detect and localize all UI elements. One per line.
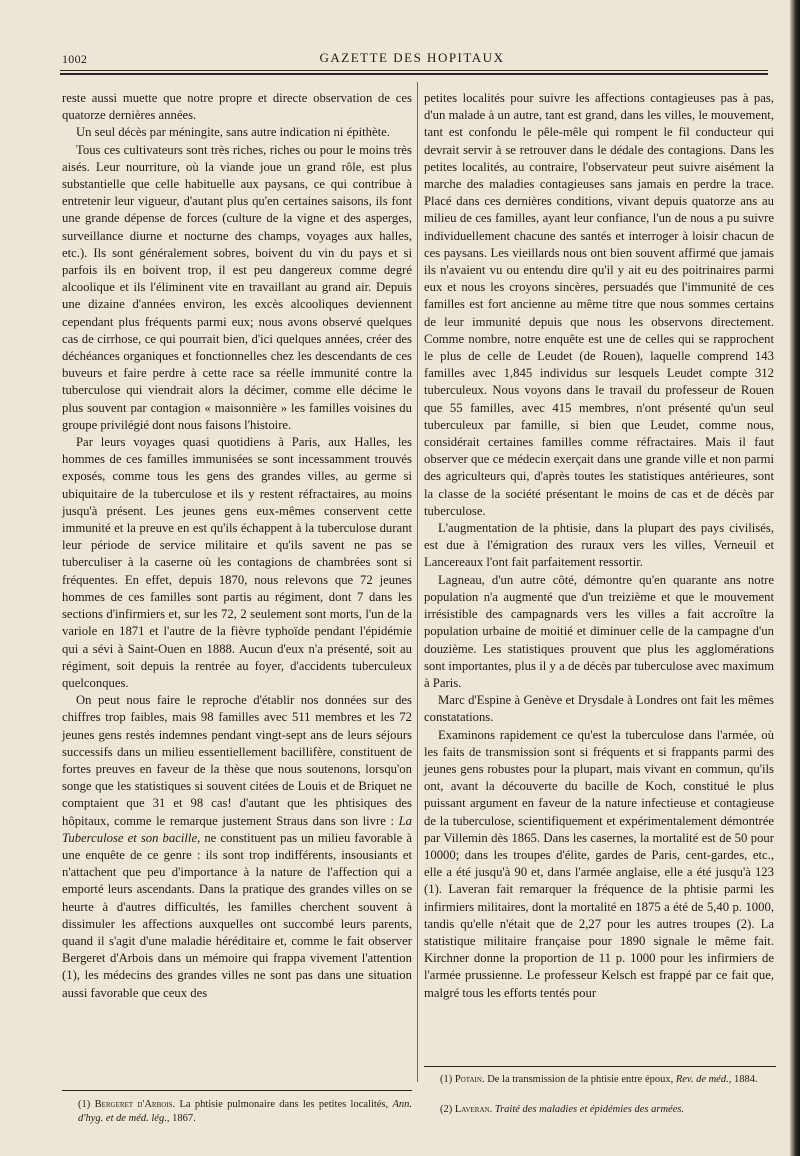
paragraph: petites localités pour suivre les affections contagieuses pas à pas, d'un malade à un autre, tant est grand, dans les villes, le mouvement, tant est confondu le pêle-mêle qui rompent le fil conducteur qui devrait servir à se retrouver dans le dédale des contagions. Dans les petites localités, au contraire, l'observateur peut suivre aisément la marche des maladies contagieuses sans jamais en perdre la trace. Placé dans ces dernières conditions, vivant depuis quatorze ans au milieu de ces familles, ayant leur confiance, l'un de nous a pu suivre individuellement chacune des santés et interroger à loisir chacun de ces paysans. Les vieillards nous ont bien souvent affirmé que jamais ils n'avaient vu ou entendu dire qu'il y ait eu des poitrinaires parmi eux et nous les croyons sincères, persuadés que l'immunité de ces familles est fort ancienne au même titre que nous sommes certains de leur immunité depuis que nous les observons directement. Comme nombre, notre enquête est une de celles qui se rapprochent le plus de celle de Leudet (de Rouen), laquelle comprend 143 familles avec 1,845 individus sur lesquels Leudet compte 312 tuberculeux. Nous voyons dans le travail du professeur de Rouen que 55 familles, avec 415 membres, n'ont présenté qu'un seul tuberculeux par famille, si bien que Leudet, comme nous, considérait certaines familles comme réfractaires. Mais il faut observer que ce médecin exerçait dans une grande ville et non parmi des agriculteurs qui, d'après toutes les statistiques antérieures, sont la classe de la société présentant le moins de cas et de décès par tuberculose. — [424, 91, 774, 518]
header-rule-thick — [60, 73, 768, 75]
footnote-text: . — [489, 1104, 493, 1115]
left-column — [62, 90, 412, 1002]
column-divider — [417, 82, 418, 1082]
paragraph: Examinons rapidement ce qu'est la tuberculose dans l'armée, où les faits de transmission sont si fréquents et si frappants parmi des jeunes gens robustes pour la plupart, mais vivant en commun, qu'ils ont, avant la découverte du bacille de Koch, constitué le plus puissant argument en faveur de la nature infectieuse et contagieuse de la tuberculose, scientifiquement et expérimentalement démontrée par Villemin dès 1865. Dans les casernes, la mortalité est de 50 pour 10000; dans les troupes d'élite, gardes de Paris, cent-gardes, etc., elle a été jusqu'à 90 et, dans l'armée anglaise, elle a été jusqu'à 123 (1). Laveran fait remarquer la fréquence de la phtisie parmi les infirmiers militaires, dont la mortalité en 1875 a été de 5,40 p. 1000, tandis qu'elle n'était que de 2,27 pour les autres troupes (2). La statistique militaire française pour 1890 signale le même fait. Kirchner donne la proportion de 11 p. 1000 pour les infirmiers de l'armée prussienne. Le professeur Kelsch est frappé par ce fait que, malgré tous les efforts tentés pour — [424, 727, 774, 1000]
footnote-right-1 — [440, 1073, 776, 1087]
footnote-left — [78, 1098, 412, 1126]
footnote-right-2 — [440, 1103, 776, 1117]
right-column — [424, 90, 774, 1002]
paragraph — [62, 692, 412, 1002]
paragraph-text: , ne constituent pas un milieu favorable à une enquête de ce genre : ils sont trop indifférents, insousiants et n'attachent que peu d'importance à la nature de l'affection qui a emporté leurs ascendants. Dans la pratique des grandes villes on se heurte à d'autres difficultés, les familles cherchent souvent à dissimuler les affections auxquelles ont succombé leurs parents, quand il s'agit d'une maladie héréditaire et, comme le fait observer Bergeret d'Arbois dans un mémoire qui frappa vivement l'attention (1), les médecins des grandes villes ne sont pas dans une situation aussi favorable que ceux des — [62, 830, 412, 1000]
footnote-text: . La phtisie pulmonaire dans les petites localités, — [172, 1099, 389, 1110]
paragraph-text: On peut nous faire le reproche d'établir nos données sur des chiffres trop faibles, mais 98 familles avec 511 membres et les 72 jeunes gens restés indemnes pendant vingt-sept ans de leurs séjours successifs dans un milieu essentiellement bacillifère, constituent de fortes preuves en faveur de la thèse que nous soutenons, lorsqu'on songe que les statistiques si souvent citées de Louis et de Briquet ne comptaient que 31 et 98 cas! d'autant que les phtisiques des hôpitaux, comme le remarque justement Straus dans son livre : — [62, 693, 412, 828]
header-rule — [60, 70, 768, 71]
paragraph: Marc d'Espine à Genève et Drysdale à Londres ont fait les mêmes constatations. — [424, 693, 774, 725]
footnote-journal: Rev. de méd. — [675, 1074, 729, 1085]
footnote-text: . De la transmission de la phtisie entre époux, — [481, 1074, 674, 1085]
page-header — [62, 50, 762, 68]
footnote-author: Bergeret d'Arbois — [94, 1099, 173, 1110]
book-title: La Tuberculose et son bacille — [62, 813, 412, 845]
paragraph: Par leurs voyages quasi quotidiens à Paris, aux Halles, les hommes de ces familles immunisées se sont incessamment trouvés exposés, comme tous les gens des grandes villes, au germe si ubiquitaire de la tuberculose et ils y restent réfractaires, au moins jusqu'à présent. Les jeunes gens eux-mêmes conservent cette immunité et la preuve en est qu'ils échappent à la tuberculose durant leur période de service militaire et qu'ils savent ne pas se tuberculiser à la caserne où les contagions de chambrées sont si fréquentes. En effet, depuis 1870, nous relevons que 72 jeunes hommes de ces familles sont partis au régiment, dont 7 dans les sections d'infirmiers et, sur les 72, 2 seulement sont morts, l'un de la variole en 1871 et l'autre de la fièvre typhoïde pendant l'épidémie qui a sévi à Saint-Ouen en 1888. Aucun d'eux n'a présenté, soit au régiment, soit depuis la rentrée au foyer, d'accidents tuberculeux quelconques. — [62, 435, 412, 690]
paragraph: Tous ces cultivateurs sont très riches, riches ou pour le moins très aisés. Leur nourriture, où la viande joue un grand rôle, est plus substantielle que celle habituelle aux paysans, ce qui contribue à entretenir leur vigueur, d'autant plus qu'en certaines saisons, ils font une grande dépense de forces (culture de la vigne et des asperges, surveillance diurne et nocturne des champs, voyages aux halles, etc.). Ils sont généralement sobres, boivent du vin du pays et si parfois ils en boivent trop, il est peu dangereux comme degré alcoolique et ils l'éliminent vite en travaillant au grand air. Depuis une dizaine d'années environ, les excès alcooliques deviennent cependant plus fréquents parmi eux; nous avons observé quelques cas de cirrhose, ce qui pourrait bien, d'ici quelques années, créer des déchéances organiques et fonctionnelles chez les descendants de ces buveurs et faire perdre à cette race sa réelle immunité contre la tuberculose qui viendrait alors la décimer, comme elle décime le plus souvent par contagion « maisonnière » les familles voisines du groupe privilégié dont nous faisons l'histoire. — [62, 142, 412, 432]
footnote-rule-left — [62, 1090, 412, 1091]
running-title: GAZETTE DES HOPITAUX — [319, 50, 505, 65]
footnote-rule-right — [424, 1066, 776, 1067]
footnote-marker: (1) — [78, 1099, 91, 1110]
page-number: 1002 — [62, 52, 88, 66]
paragraph: Lagneau, d'un autre côté, démontre qu'en quarante ans notre population n'a augmenté que d'un treizième et que le mouvement irrésistible des campagnards vers les villes a fait accroître la population urbaine de moitié et diminuer celle de la campagne d'un douzième. Les statistiques prouvent que plus les agglomérations sont importantes, plus il y a de décès par tuberculose avec maximum à Paris. — [424, 572, 774, 690]
paragraph: reste aussi muette que notre propre et directe observation de ces quatorze dernières années. — [62, 91, 412, 123]
footnote-year: , 1884. — [728, 1074, 758, 1085]
footnote-author: Potain — [454, 1074, 482, 1085]
paragraph: Un seul décès par méningite, sans autre indication ni épithète. — [76, 125, 390, 140]
paragraph: L'augmentation de la phtisie, dans la plupart des pays civilisés, est due à l'émigration des ruraux vers les villes, Verneuil et Lancereaux l'ont fait parfaitement ressortir. — [424, 521, 774, 570]
footnote-marker: (1) — [440, 1074, 453, 1085]
footnote-year: , 1867. — [166, 1113, 196, 1124]
binding-edge — [790, 0, 800, 1156]
footnote-journal: Traité des maladies et épidémies des armées. — [494, 1104, 685, 1115]
footnote-journal: Ann. d'hyg. et de méd. lég. — [78, 1099, 413, 1124]
footnote-author: Laveran — [454, 1104, 490, 1115]
footnote-marker: (2) — [440, 1104, 453, 1115]
